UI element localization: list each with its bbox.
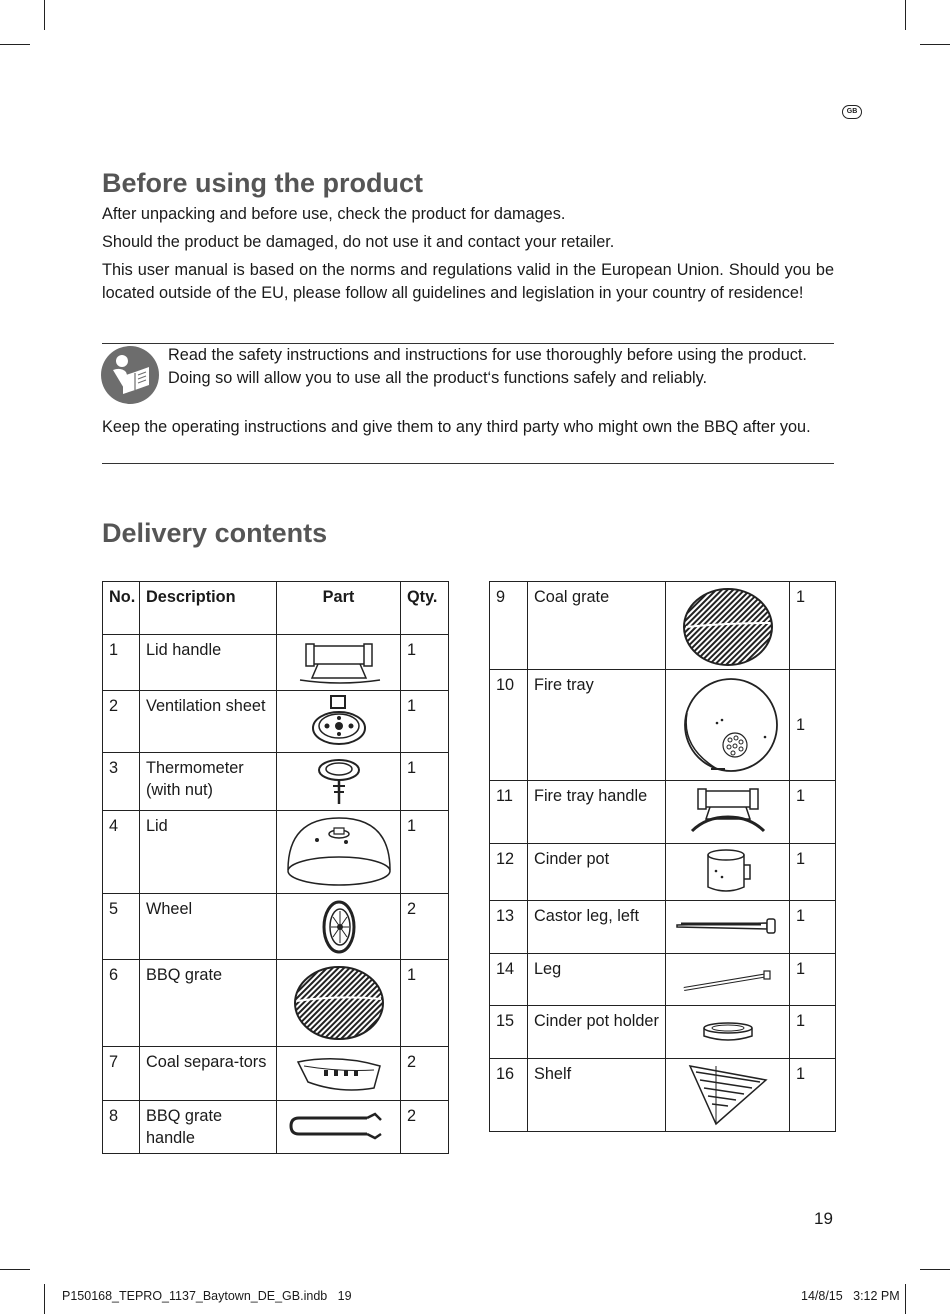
item-description: Cinder pot holder [528, 1006, 666, 1059]
header-description: Description [140, 582, 277, 635]
item-no: 3 [103, 753, 140, 811]
cinder-pot-icon [702, 847, 754, 897]
item-qty: 1 [401, 811, 449, 894]
item-part [666, 582, 790, 670]
item-part [277, 1101, 401, 1154]
item-part [277, 1047, 401, 1101]
item-part [666, 781, 790, 844]
table-row [490, 954, 836, 1006]
item-qty: 1 [401, 635, 449, 691]
item-description: Wheel [140, 894, 277, 960]
item-part [277, 960, 401, 1047]
divider [102, 463, 834, 464]
section-title-delivery: Delivery contents [102, 518, 328, 548]
item-no: 11 [490, 781, 528, 844]
item-description: Lid [140, 811, 277, 894]
item-qty: 2 [401, 1101, 449, 1154]
table-row [103, 1047, 449, 1101]
item-qty: 1 [790, 1006, 836, 1059]
crop-mark [905, 0, 906, 30]
header-part: Part [277, 582, 401, 635]
language-badge: GB [842, 105, 862, 119]
item-no: 12 [490, 844, 528, 901]
item-no: 6 [103, 960, 140, 1047]
item-no: 7 [103, 1047, 140, 1101]
paragraph: After unpacking and before use, check the product for damages. [102, 205, 566, 223]
grate-handle-icon [287, 1112, 391, 1142]
item-part [666, 844, 790, 901]
table-row [103, 811, 449, 894]
item-no: 5 [103, 894, 140, 960]
item-qty: 1 [790, 582, 836, 670]
item-no: 8 [103, 1101, 140, 1154]
table-row [490, 670, 836, 781]
item-part [666, 901, 790, 954]
table-row [103, 691, 449, 753]
lid-handle-icon [296, 640, 382, 686]
item-no: 2 [103, 691, 140, 753]
read-manual-icon [101, 346, 159, 404]
item-no: 14 [490, 954, 528, 1006]
item-qty: 1 [790, 901, 836, 954]
table-row [490, 901, 836, 954]
crop-mark [44, 0, 45, 30]
ventilation-sheet-icon [309, 694, 369, 750]
table-row [103, 894, 449, 960]
item-qty: 1 [790, 954, 836, 1006]
paragraph: This user manual is based on the norms and regulations valid in the European Union. Should you be located outside of the EU, please follow all guidelines and legislation in your country of residence! [102, 261, 834, 302]
item-no: 9 [490, 582, 528, 670]
item-part [666, 670, 790, 781]
item-description: Thermometer (with nut) [140, 753, 277, 811]
item-qty: 1 [790, 670, 836, 781]
footer-file: P150168_TEPRO_1137_Baytown_DE_GB.indb 19 [62, 1289, 352, 1303]
crop-mark [905, 1284, 906, 1314]
crop-mark [920, 1269, 950, 1270]
wheel-icon [319, 899, 359, 955]
item-part [666, 1059, 790, 1132]
lid-icon [284, 814, 394, 890]
item-part [277, 691, 401, 753]
table-row [490, 1006, 836, 1059]
bbq-grate-icon [291, 963, 387, 1043]
table-row [490, 781, 836, 844]
item-no: 1 [103, 635, 140, 691]
cinder-pot-holder-icon [698, 1020, 758, 1044]
item-no: 13 [490, 901, 528, 954]
parts-table-right [489, 581, 836, 1132]
item-description: Fire tray [528, 670, 666, 781]
item-no: 16 [490, 1059, 528, 1132]
item-qty: 2 [401, 1047, 449, 1101]
table-row [490, 844, 836, 901]
table-header-row [103, 582, 449, 635]
crop-mark [0, 1269, 30, 1270]
table-row [103, 753, 449, 811]
table-row [103, 1101, 449, 1154]
shelf-icon [686, 1062, 770, 1128]
item-description: Leg [528, 954, 666, 1006]
item-qty: 2 [401, 894, 449, 960]
paragraph: Keep the operating instructions and give them to any third party who might own the BBQ after you. [102, 418, 811, 436]
item-description: Fire tray handle [528, 781, 666, 844]
item-part [277, 635, 401, 691]
footer-date: 14/8/15 3:12 PM [801, 1289, 900, 1303]
fire-tray-icon [673, 675, 783, 775]
section-title-before-use: Before using the product [102, 168, 424, 198]
leg-icon [678, 965, 778, 995]
item-part [277, 753, 401, 811]
item-description: Coal grate [528, 582, 666, 670]
item-description: BBQ grate handle [140, 1101, 277, 1154]
item-description: Castor leg, left [528, 901, 666, 954]
table-row [490, 1059, 836, 1132]
item-part [277, 894, 401, 960]
paragraph: Should the product be damaged, do not use it and contact your retailer. [102, 233, 615, 251]
item-qty: 1 [790, 844, 836, 901]
item-description: BBQ grate [140, 960, 277, 1047]
item-description: Lid handle [140, 635, 277, 691]
item-part [666, 954, 790, 1006]
page-number: 19 [814, 1209, 833, 1228]
header-no: No. [103, 582, 140, 635]
table-row [103, 960, 449, 1047]
table-row [490, 582, 836, 670]
item-no: 15 [490, 1006, 528, 1059]
item-description: Shelf [528, 1059, 666, 1132]
item-part [666, 1006, 790, 1059]
item-qty: 1 [790, 781, 836, 844]
header-qty: Qty. [401, 582, 449, 635]
item-part [277, 811, 401, 894]
coal-separator-icon [294, 1052, 384, 1096]
safety-note: Read the safety instructions and instructions for use thoroughly before using the product. Doing so will allow you to use all the product‘s functions safely and reliably. [168, 346, 807, 387]
parts-table-left [102, 581, 449, 1154]
castor-leg-icon [673, 917, 783, 937]
crop-mark [44, 1284, 45, 1314]
item-qty: 1 [401, 691, 449, 753]
table-row [103, 635, 449, 691]
item-description: Coal separa-tors [140, 1047, 277, 1101]
crop-mark [920, 44, 950, 45]
item-no: 10 [490, 670, 528, 781]
coal-grate-icon [680, 585, 776, 667]
item-qty: 1 [401, 960, 449, 1047]
fire-tray-handle-icon [688, 785, 768, 839]
crop-mark [0, 44, 30, 45]
item-no: 4 [103, 811, 140, 894]
item-description: Ventilation sheet [140, 691, 277, 753]
thermometer-icon [314, 756, 364, 808]
item-qty: 1 [401, 753, 449, 811]
item-qty: 1 [790, 1059, 836, 1132]
item-description: Cinder pot [528, 844, 666, 901]
